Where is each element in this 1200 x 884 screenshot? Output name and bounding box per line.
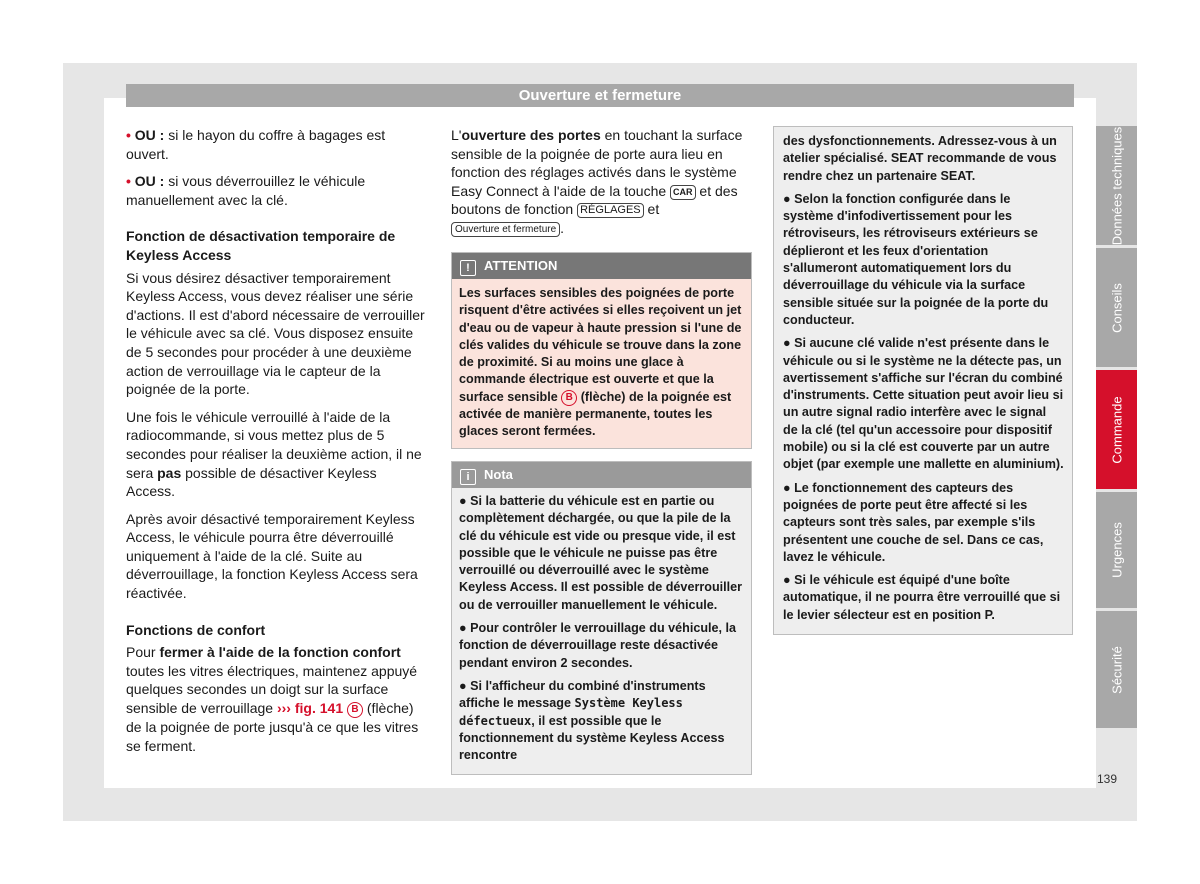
reglages-key-icon: RÉGLAGES bbox=[577, 203, 644, 218]
note-bullet: ● Le fonctionnement des capteurs des poignées de porte peut être affecté si les capteurs sont très sales, par exemple s'ils présentent une couche de sel. Dans ce cas, lavez le véhicule. bbox=[783, 480, 1044, 564]
page-number: 139 bbox=[1097, 772, 1118, 786]
note-bullet: ● Pour contrôler le verrouillage du véhicule, la fonction de déverrouillage reste désactivée pendant environ 2 secondes. bbox=[459, 621, 737, 670]
note-continued-box bbox=[773, 126, 1073, 635]
info-icon: ! bbox=[460, 260, 476, 276]
callout-b-icon: B bbox=[561, 390, 577, 406]
bullet-item: • OU : si le hayon du coffre à bagages est ouvert. bbox=[126, 127, 386, 162]
subheading: Fonction de désactivation temporaire de Keyless Access bbox=[126, 228, 396, 263]
paragraph: L'ouverture des portes en touchant la surface sensible de la poignée de porte aura lieu en fonction des réglages activés dans le système Easy Connect à l'aide de la touche CAR et des boutons de fonction RÉGLAGES et Ouverture et fermeture . bbox=[451, 127, 743, 236]
info-icon: i bbox=[460, 469, 476, 485]
note-bullet: ● Selon la fonction configurée dans le système d'infodivertissement pour les rétroviseurs, les rétroviseurs extérieurs se déplieront et les feux d'orientation s'allumeront automatiquement lors du déverrouillage du véhicule via la surface sensible située sur la poignée de la porte du conducteur. bbox=[783, 191, 1049, 327]
note-header: i Nota bbox=[452, 462, 751, 488]
paragraph: Une fois le véhicule verrouillé à l'aide de la radiocommande, si vous mettez plus de 5 secondes pour réaliser la deuxième action, il ne sera pas possible de désactiver Keyless Access. bbox=[126, 408, 422, 500]
attention-header: ! ATTENTION bbox=[452, 253, 751, 279]
callout-b-icon: B bbox=[347, 702, 363, 718]
tab-commande[interactable]: Commande bbox=[1096, 370, 1137, 489]
note-bullet: ● Si la batterie du véhicule est en partie ou complètement déchargée, ou que la pile de la clé du véhicule est vide ou presque vide, il est possible que le véhicule ne puisse pas être verrouillé ou déverrouillé avec le système Keyless Access. Il est possible de déverrouiller ou de verrouiller manuellement le véhicule. bbox=[459, 494, 743, 612]
bullet-item: • OU : si vous déverrouillez le véhicule manuellement avec la clé. bbox=[126, 173, 366, 208]
note-bullet: ● Si le véhicule est équipé d'une boîte automatique, il ne pourra être verrouillé que si le levier sélecteur est en position P. bbox=[783, 573, 1061, 622]
subheading: Fonctions de confort bbox=[126, 621, 266, 638]
ouverture-key-icon: Ouverture et fermeture bbox=[451, 222, 560, 237]
note-text: des dysfonctionnements. Adressez-vous à un atelier spécialisé. SEAT recommande de vous rendre chez un partenaire SEAT. bbox=[783, 134, 1057, 183]
note-bullet: ● Si aucune clé valide n'est présente dans le véhicule ou si le système ne la détecte pas, un avertissement s'affiche sur l'écran du combiné d'instruments. Cette situation peut avoir lieu si un autre signal radio interfère avec le signal de la clé (tel qu'un accessoire pour dispositif mobile) ou si la clé est couverte par un autre objet (par exemple une mallette en aluminium). bbox=[783, 336, 1064, 472]
note-bullet: ● Si l'afficheur du combiné d'instruments affiche le message Système Keyless défectueux, il est possible que le fonctionnement du système Keyless Access rencontre bbox=[459, 678, 725, 763]
paragraph: Si vous désirez désactiver temporairement Keyless Access, vous devez réaliser une série d'actions. Il est d'abord nécessaire de verrouiller le véhicule avec sa clé. Vous disposez ensuite de 5 secondes pour procéder à une deuxième action de verrouillage via le capteur de la poignée de la porte. bbox=[126, 269, 425, 398]
car-key-icon: CAR bbox=[670, 185, 696, 200]
section-title: Ouverture et fermeture bbox=[126, 84, 1074, 107]
paragraph: Pour fermer à l'aide de la fonction confort toutes les vitres électriques, maintenez appuyé quelques secondes un doigt sur la surface sensible de verrouillage ››› fig. 141 B (flèche) de la poignée de porte jusqu'à ce que les vitres se ferment. bbox=[126, 644, 419, 754]
attention-text: Les surfaces sensibles des poignées de porte risquent d'être activées si elles reçoivent un jet d'eau ou de vapeur à haute pression si l'une de clés valides du véhicule se trouve dans la zone de proximité. Si au moins une glace à commande électrique est ouverte et que la surface sensible B (flèche) de la poignée est activée de manière permanente, toutes les glaces seront fermées. bbox=[452, 279, 751, 448]
tab-urgences[interactable]: Urgences bbox=[1096, 492, 1137, 608]
tab-donnees-techniques[interactable]: Données techniques bbox=[1096, 126, 1137, 245]
tab-securite[interactable]: Sécurité bbox=[1096, 611, 1137, 728]
note-text bbox=[452, 488, 751, 774]
column-middle bbox=[451, 126, 751, 247]
note-box bbox=[451, 461, 752, 775]
column-left bbox=[126, 126, 426, 764]
tab-conseils[interactable]: Conseils bbox=[1096, 248, 1137, 367]
paragraph: Après avoir désactivé temporairement Keyless Access, le véhicule pourra être déverrouillé uniquement à l'aide de la clé. Suite au déverrouillage, la fonction Keyless Access sera réactivée. bbox=[126, 510, 418, 602]
attention-box bbox=[451, 252, 752, 449]
figure-link[interactable]: ››› fig. 141 bbox=[276, 700, 344, 717]
